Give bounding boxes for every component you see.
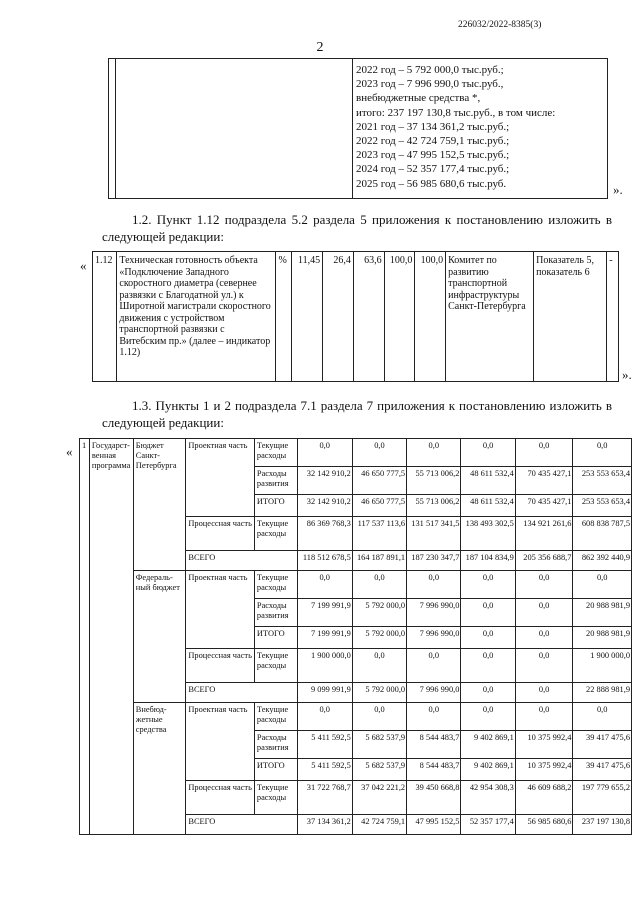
expense-type-label: Расходы развития: [254, 599, 297, 627]
vsego-label: ВСЕГО: [186, 551, 297, 571]
amount-cell: 0,0: [573, 571, 632, 599]
amount-cell: 0,0: [461, 599, 515, 627]
indicator-unit: %: [276, 252, 292, 382]
amount-cell: 0,0: [461, 703, 515, 731]
process-part-label: Процессная часть: [186, 517, 255, 551]
amount-cell: 0,0: [407, 439, 461, 467]
funding-cell: [353, 59, 608, 199]
amount-cell: 187 104 834,9: [461, 551, 515, 571]
amount-cell: 22 888 981,9: [573, 683, 632, 703]
funding-source: Бюджет Санкт-Петербурга: [133, 439, 186, 571]
funding-line: итого: 237 197 130,8 тыс.руб., в том числе:: [356, 106, 556, 119]
amount-cell: 0,0: [407, 649, 461, 683]
amount-cell: 47 995 152,5: [407, 815, 461, 835]
indicator-value: 63,6: [353, 252, 384, 382]
amount-cell: 37 134 361,2: [297, 815, 352, 835]
amount-cell: 52 357 177,4: [461, 815, 515, 835]
amount-cell: 86 369 768,3: [297, 517, 352, 551]
paragraph-1-2: 1.2. Пункт 1.12 подраздела 5.2 раздела 5 приложения к постановлению изложить в следующей редакции:: [102, 212, 612, 244]
amount-cell: 10 375 992,4: [515, 731, 573, 759]
amount-cell: 0,0: [515, 703, 573, 731]
amount-cell: 0,0: [352, 649, 406, 683]
amount-cell: 0,0: [297, 439, 352, 467]
amount-cell: 5 792 000,0: [352, 627, 406, 649]
amount-cell: 55 713 006,2: [407, 467, 461, 495]
expense-type-label: Текущие расходы: [254, 517, 297, 551]
amount-cell: 197 779 655,2: [573, 781, 632, 815]
expense-type-label: Текущие расходы: [254, 649, 297, 683]
amount-cell: 0,0: [515, 627, 573, 649]
indicator-number: 1.12: [93, 252, 117, 382]
amount-cell: 0,0: [515, 599, 573, 627]
process-part-label: Процессная часть: [186, 781, 255, 815]
amount-cell: 117 537 113,6: [352, 517, 406, 551]
indicator-responsible: Комитет по развитию транспортной инфраструктуры Санкт-Петербурга: [446, 252, 534, 382]
amount-cell: 70 435 427,1: [515, 467, 573, 495]
indicator-name: Техническая готовность объекта «Подключение Западного скоростного диаметра (севернее развязки с Благодатной ул.) к Широтной магистрали скоростного движения с устройством транспортной развязки с Витебским пр.» (далее – индикатор 1.12): [117, 252, 276, 382]
expense-type-label: ИТОГО: [254, 759, 297, 781]
document-number: 226032/2022-8385(3): [458, 20, 542, 30]
amount-cell: 131 517 341,5: [407, 517, 461, 551]
funding-line: 2022 год – 42 724 759,1 тыс.руб.;: [356, 135, 510, 148]
amount-cell: 0,0: [515, 649, 573, 683]
amount-cell: 37 042 221,2: [352, 781, 406, 815]
finance-table: [79, 438, 632, 835]
expense-type-label: ИТОГО: [254, 627, 297, 649]
amount-cell: 39 450 668,8: [407, 781, 461, 815]
amount-cell: 39 417 475,6: [573, 731, 632, 759]
amount-cell: 8 544 483,7: [407, 731, 461, 759]
funding-line: 2023 год – 7 996 990,0 тыс.руб.,: [356, 78, 504, 91]
funding-line: 2021 год – 37 134 361,2 тыс.руб.;: [356, 120, 510, 133]
indicator-value: 11,45: [292, 252, 323, 382]
amount-cell: 8 544 483,7: [407, 759, 461, 781]
amount-cell: 5 411 592,5: [297, 759, 352, 781]
funding-line: 2024 год – 52 357 177,4 тыс.руб.;: [356, 163, 510, 176]
amount-cell: 5 682 537,9: [352, 759, 406, 781]
vsego-label: ВСЕГО: [186, 815, 297, 835]
amount-cell: 56 985 680,6: [515, 815, 573, 835]
paragraph-1-3: 1.3. Пункты 1 и 2 подраздела 7.1 раздела 7 приложения к постановлению изложить в следующей редакции:: [102, 398, 612, 430]
indicator-related: Показатель 5, показатель 6: [534, 252, 607, 382]
funding-line: 2023 год – 47 995 152,5 тыс.руб.;: [356, 149, 510, 162]
amount-cell: 0,0: [461, 627, 515, 649]
amount-cell: 134 921 261,6: [515, 517, 573, 551]
amount-cell: 20 988 981,9: [573, 599, 632, 627]
project-part-label: Проектная часть: [186, 439, 255, 517]
amount-cell: 0,0: [297, 703, 352, 731]
amount-cell: 32 142 910,2: [297, 495, 352, 517]
amount-cell: 0,0: [515, 439, 573, 467]
amount-cell: 0,0: [407, 571, 461, 599]
amount-cell: 0,0: [297, 571, 352, 599]
open-quote: «: [66, 444, 73, 459]
amount-cell: 0,0: [407, 703, 461, 731]
funding-table: [108, 58, 608, 199]
funding-line: внебюджетные средства *,: [356, 92, 481, 105]
amount-cell: 48 611 532,4: [461, 495, 515, 517]
project-part-label: Проектная часть: [186, 703, 255, 781]
amount-cell: 42 954 308,3: [461, 781, 515, 815]
vsego-label: ВСЕГО: [186, 683, 297, 703]
amount-cell: 0,0: [461, 649, 515, 683]
funding-empty-cell: [109, 59, 116, 199]
row-number: 1: [80, 439, 90, 835]
page-number: 2: [316, 40, 324, 55]
finance-row: [80, 571, 632, 599]
funding-source: Федераль-ный бюджет: [133, 571, 186, 703]
amount-cell: 70 435 427,1: [515, 495, 573, 517]
amount-cell: 118 512 678,5: [297, 551, 352, 571]
expense-type-label: Расходы развития: [254, 467, 297, 495]
amount-cell: 0,0: [461, 683, 515, 703]
amount-cell: 39 417 475,6: [573, 759, 632, 781]
amount-cell: 0,0: [352, 703, 406, 731]
expense-type-label: Текущие расходы: [254, 703, 297, 731]
amount-cell: 862 392 440,9: [573, 551, 632, 571]
finance-row: [80, 703, 632, 731]
indicator-value: 26,4: [323, 252, 354, 382]
indicator-dash: -: [607, 252, 619, 382]
close-quote: ».: [622, 367, 632, 382]
expense-type-label: ИТОГО: [254, 495, 297, 517]
amount-cell: 10 375 992,4: [515, 759, 573, 781]
amount-cell: 0,0: [352, 439, 406, 467]
program-name: Государст-венная программа: [89, 439, 133, 835]
finance-row: [80, 439, 632, 467]
amount-cell: 31 722 768,7: [297, 781, 352, 815]
amount-cell: 9 402 869,1: [461, 731, 515, 759]
amount-cell: 0,0: [461, 571, 515, 599]
amount-cell: 7 996 990,0: [407, 627, 461, 649]
process-part-label: Процессная часть: [186, 649, 255, 683]
amount-cell: 7 996 990,0: [407, 599, 461, 627]
amount-cell: 253 553 653,4: [573, 467, 632, 495]
amount-cell: 237 197 130,8: [573, 815, 632, 835]
amount-cell: 7 996 990,0: [407, 683, 461, 703]
amount-cell: 187 230 347,7: [407, 551, 461, 571]
amount-cell: 5 792 000,0: [352, 683, 406, 703]
amount-cell: 138 493 302,5: [461, 517, 515, 551]
funding-label-cell: [116, 59, 353, 199]
expense-type-label: Расходы развития: [254, 731, 297, 759]
amount-cell: 7 199 991,9: [297, 599, 352, 627]
open-quote: «: [80, 258, 87, 273]
amount-cell: 32 142 910,2: [297, 467, 352, 495]
amount-cell: 253 553 653,4: [573, 495, 632, 517]
funding-source: Внебюд-жетные средства: [133, 703, 186, 835]
amount-cell: 48 611 532,4: [461, 467, 515, 495]
amount-cell: 1 900 000,0: [573, 649, 632, 683]
amount-cell: 46 650 777,5: [352, 495, 406, 517]
funding-line: 2022 год – 5 792 000,0 тыс.руб.;: [356, 64, 504, 76]
amount-cell: 0,0: [461, 439, 515, 467]
amount-cell: 0,0: [352, 571, 406, 599]
amount-cell: 7 199 991,9: [297, 627, 352, 649]
amount-cell: 9 402 869,1: [461, 759, 515, 781]
amount-cell: 46 650 777,5: [352, 467, 406, 495]
expense-type-label: Текущие расходы: [254, 571, 297, 599]
amount-cell: 0,0: [515, 571, 573, 599]
amount-cell: 608 838 787,5: [573, 517, 632, 551]
amount-cell: 55 713 006,2: [407, 495, 461, 517]
amount-cell: 0,0: [573, 439, 632, 467]
amount-cell: 5 792 000,0: [352, 599, 406, 627]
indicator-table: [92, 251, 619, 382]
indicator-value: 100,0: [384, 252, 415, 382]
amount-cell: 5 682 537,9: [352, 731, 406, 759]
amount-cell: 46 609 688,2: [515, 781, 573, 815]
funding-line: 2025 год – 56 985 680,6 тыс.руб.: [356, 177, 507, 190]
expense-type-label: Текущие расходы: [254, 781, 297, 815]
amount-cell: 0,0: [573, 703, 632, 731]
amount-cell: 0,0: [515, 683, 573, 703]
amount-cell: 20 988 981,9: [573, 627, 632, 649]
amount-cell: 42 724 759,1: [352, 815, 406, 835]
expense-type-label: Текущие расходы: [254, 439, 297, 467]
amount-cell: 1 900 000,0: [297, 649, 352, 683]
amount-cell: 9 099 991,9: [297, 683, 352, 703]
amount-cell: 164 187 891,1: [352, 551, 406, 571]
amount-cell: 5 411 592,5: [297, 731, 352, 759]
project-part-label: Проектная часть: [186, 571, 255, 649]
indicator-value: 100,0: [415, 252, 446, 382]
amount-cell: 205 356 688,7: [515, 551, 573, 571]
close-quote: ».: [613, 182, 623, 197]
